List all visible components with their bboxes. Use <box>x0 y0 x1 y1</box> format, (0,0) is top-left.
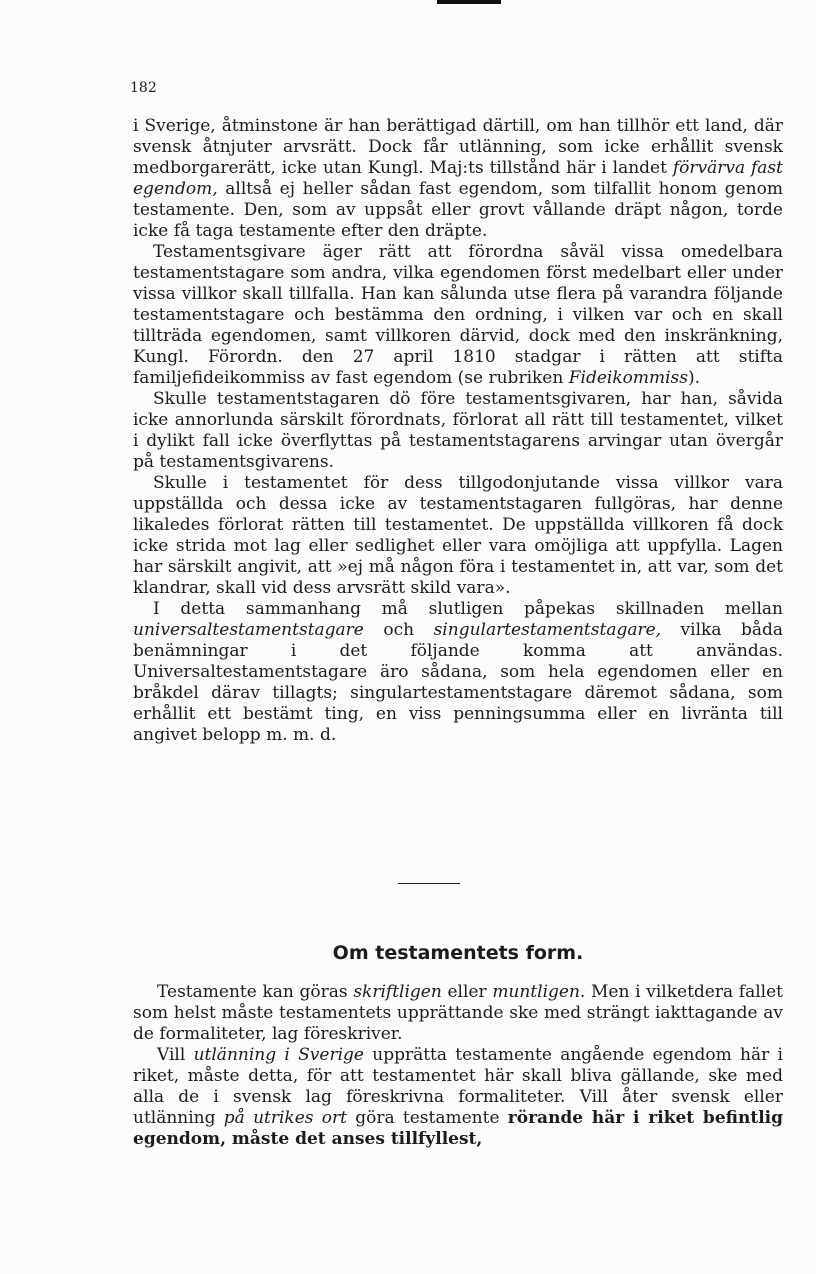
text-run: vilka båda benämningar i det följande komma att användas. Universaltestamentstagare äro sådana, som hela egendomen eller en bråkdel därav tillagts; singulartestamentstagare däremot sådana, som erhållit ett bestämt ting, en viss penningsumma eller en livränta till angivet belopp m. m. d. <box>133 620 783 745</box>
italic-run: Fideikommiss <box>568 368 688 388</box>
page-number: 182 <box>130 80 157 96</box>
italic-run: singulartestamentstagare, <box>433 620 662 640</box>
paragraph-3: Skulle testamentstagaren dö före testamentsgivaren, har han, såvida icke annorlunda särskilt förordnats, förlorat all rätt till testamentet, vilket i dylikt fall icke överflyttas på testamentstagarens arvingar utan övergår på testamentsgivarens. <box>133 389 783 472</box>
italic-run: skriftligen <box>353 982 442 1002</box>
text-run: eller <box>441 982 493 1002</box>
text-run: Vill <box>157 1045 194 1065</box>
paragraph-4: Skulle i testamentet för dess tillgodonjutande vissa villkor vara uppställda och dessa icke av testamentstagaren fullgöras, har denne likaledes förlorat rätten till testamentet. De uppställda villkoren få dock icke strida mot lag eller sedlighet eller vara omöjliga att uppfylla. Lagen har särskilt angivit, att »ej må någon föra i testamentet in, att var, som det klandrar, skall vid dess arvsrätt skild vara». <box>133 473 783 598</box>
text-run: och <box>363 620 434 640</box>
text-run: alltså ej heller sådan fast egendom, som tilfallit honom genom testamente. Den, som av uppsåt eller grovt vållande dräpt någon, torde icke få taga testamente efter den dräpte. <box>133 179 783 241</box>
section-heading: Om testamentets form. <box>332 942 584 964</box>
paragraph-1 <box>133 116 783 242</box>
text-run: Men i vilketdera fallet som helst måste testamentets upprättande ske med strängt iakttagande av de formaliteter, lag föreskriver. <box>133 982 783 1044</box>
text-run: göra testamente <box>346 1108 508 1128</box>
italic-run: på utrikes ort <box>223 1108 347 1128</box>
text-run: i Sverige, åtminstone är han berättigad därtill, om han tillhör ett land, där svensk åtnjuter arvsrätt. Dock får utlänning, som icke erhållit svensk medborgarerätt, icke utan Kungl. Maj:ts tillstånd här i landet <box>133 116 783 178</box>
text-run: upprätta testamente angående egendom här i riket, måste detta, för att testamentet här skall bliva gällande, ske med alla de i svensk lag föreskrivna formaliteter. Vill åter svensk eller utlänning <box>133 1045 783 1128</box>
top-edge-mark <box>437 0 501 4</box>
paragraph-2 <box>133 242 783 389</box>
italic-run: muntligen. <box>492 982 586 1002</box>
section-text <box>133 982 783 1150</box>
bold-run: rörande här i riket befintlig egendom, måste det anses tillfyllest, <box>133 1108 784 1149</box>
italic-run: utlänning i Sverige <box>193 1045 364 1065</box>
italic-run: förvärva fast egendom, <box>133 158 783 199</box>
body-text <box>133 116 783 746</box>
section-paragraph-2 <box>133 1045 783 1150</box>
paragraph-5 <box>133 599 783 746</box>
section-divider <box>398 883 460 884</box>
text-run: ). <box>688 368 701 388</box>
section-paragraph-1 <box>133 982 783 1045</box>
text-run: I detta sammanhang må slutligen påpekas skillnaden mellan <box>153 599 783 619</box>
text-run: Testamente kan göras <box>157 982 354 1002</box>
italic-run: universaltestamentstagare <box>133 620 364 640</box>
text-run: Testamentsgivare äger rätt att förordna såväl vissa omedelbara testamentstagare som andra, vilka egendomen först medelbart eller under vissa villkor skall tillfalla. Han kan sålunda utse flera på varandra följande testamentstagare och bestämma den ordning, i vilken var och en skall tillträda egendomen, samt villkoren därvid, dock med den inskränkning, Kungl. Förordn. den 27 april 1810 stadgar i rätten att stifta familjefideikommiss av fast egendom (se rubriken <box>133 242 783 388</box>
